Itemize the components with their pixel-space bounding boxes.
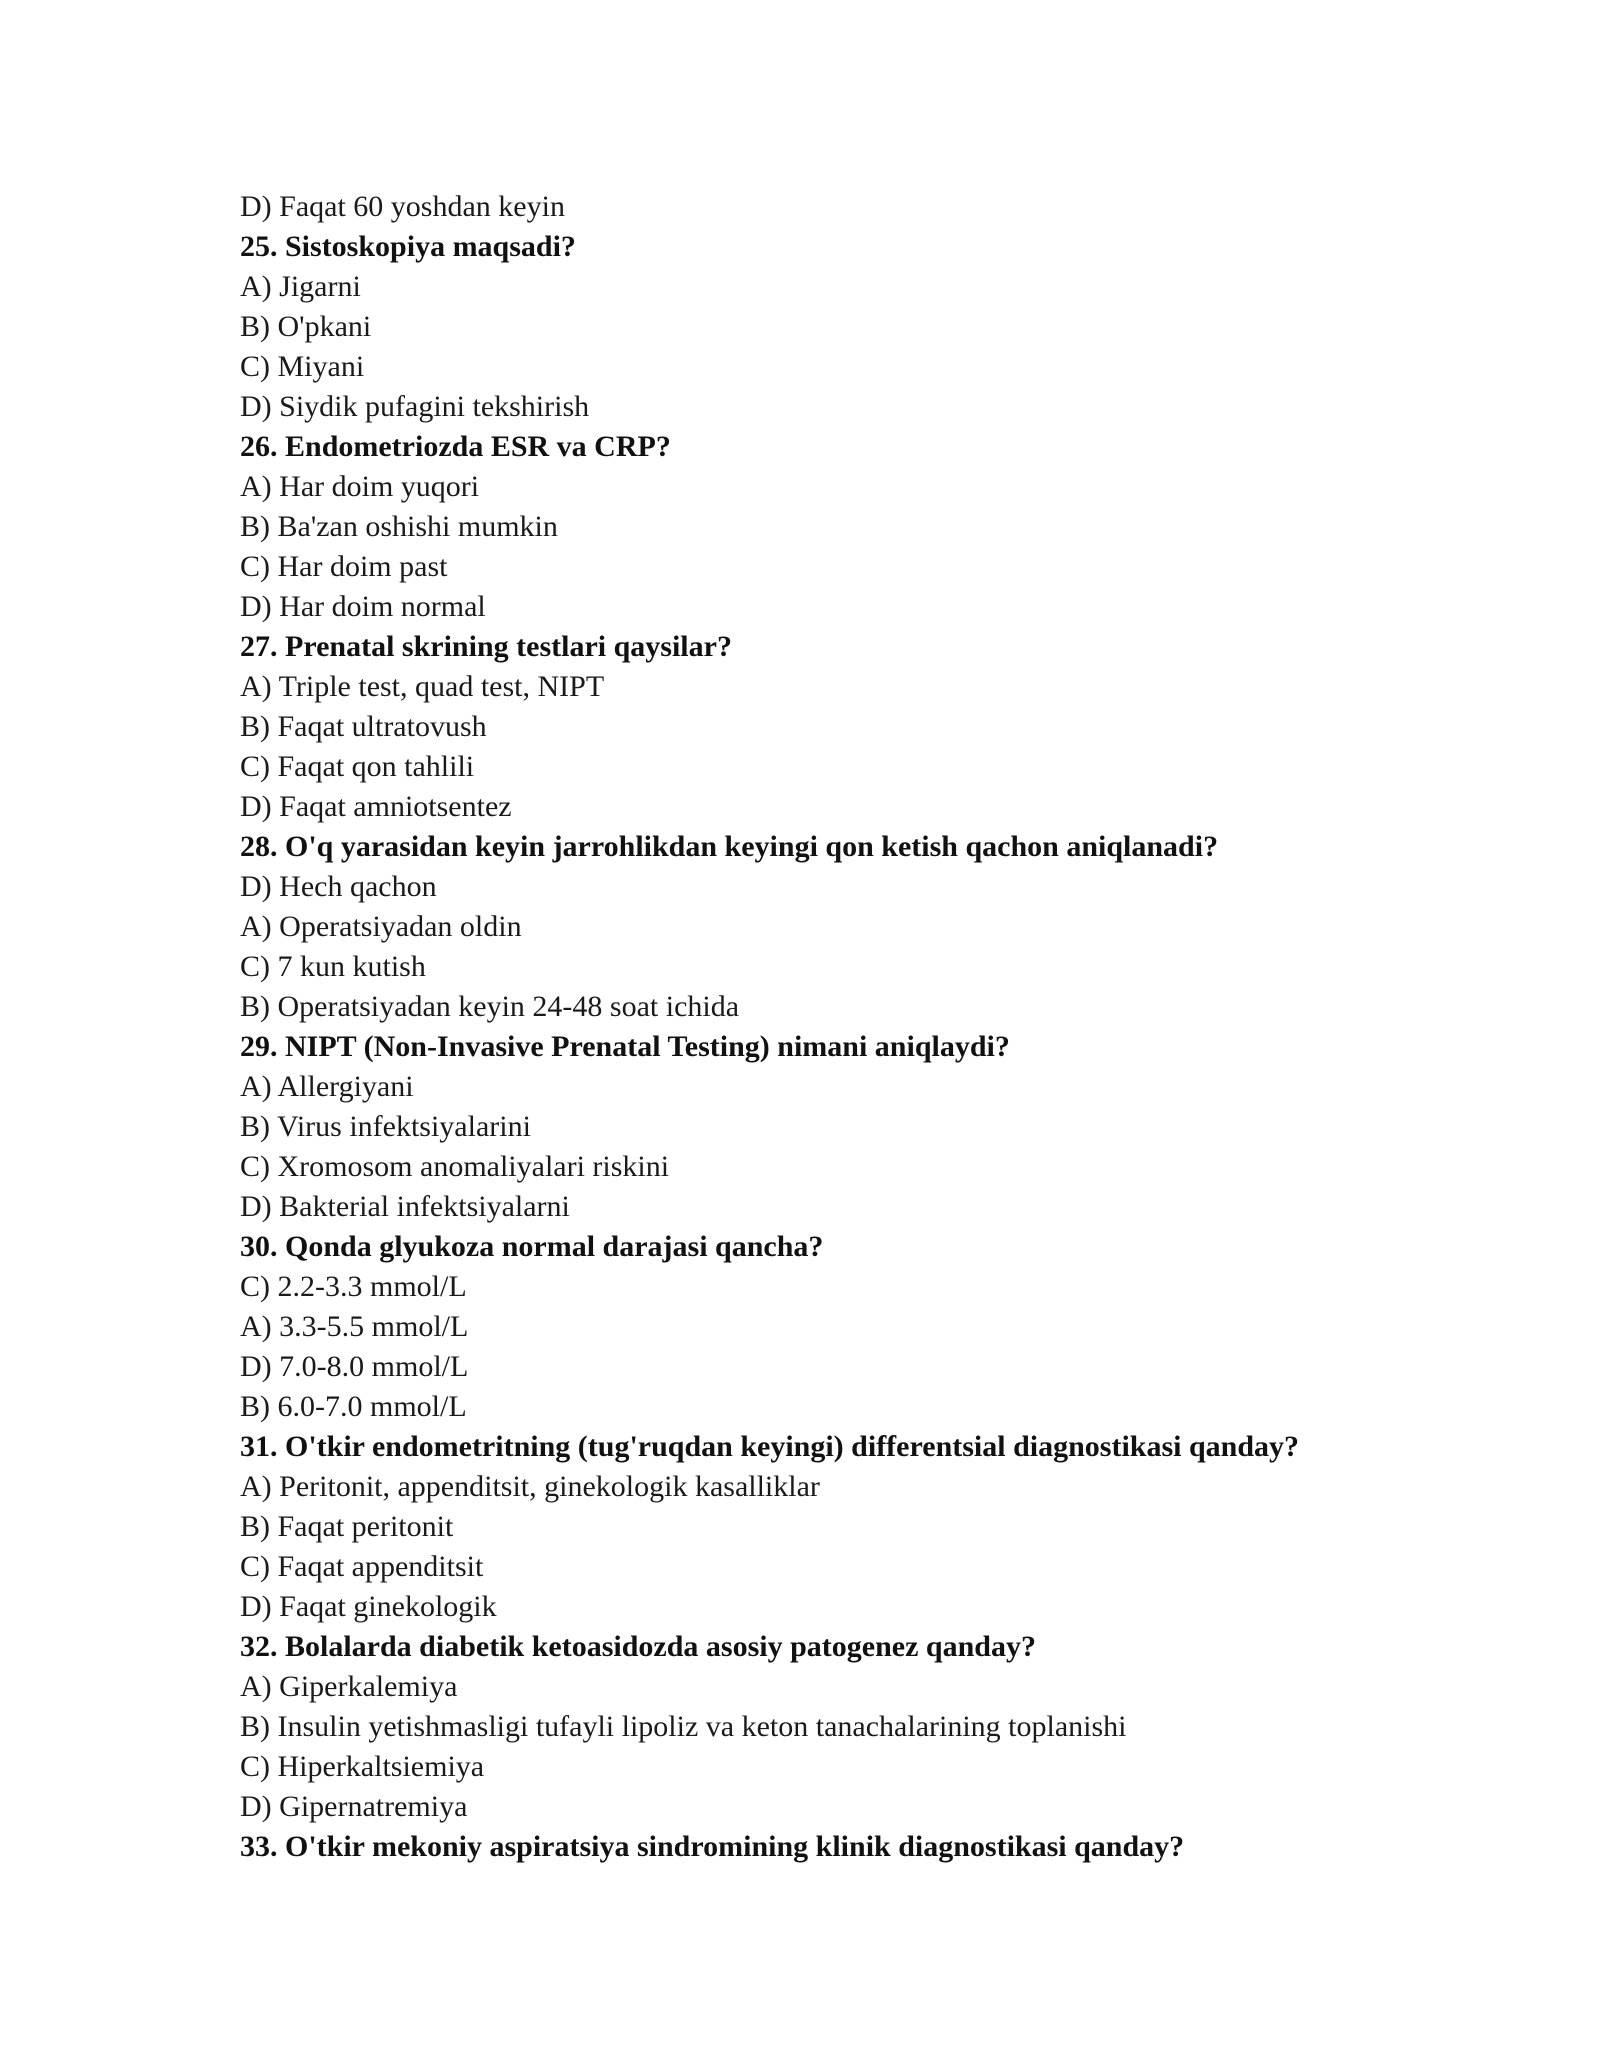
answer-option: D) Bakterial infektsiyalarni [240,1190,570,1223]
answer-option: B) Operatsiyadan keyin 24-48 soat ichida [240,990,740,1023]
answer-option: C) Hiperkaltsiemiya [240,1750,485,1783]
answer-option: C) Har doim past [240,550,448,583]
answer-option: C) Faqat qon tahlili [240,750,475,783]
answer-option: B) Insulin yetishmasligi tufayli lipoliz va keton tanachalarining toplanishi [240,1710,1127,1743]
question-text: 30. Qonda glyukoza normal darajasi qancha? [240,1230,824,1263]
answer-option: D) Faqat 60 yoshdan keyin [240,190,565,223]
answer-option: A) Operatsiyadan oldin [240,910,522,943]
answer-option: A) Allergiyani [240,1070,414,1103]
answer-option: A) Giperkalemiya [240,1670,458,1703]
answer-option: A) 3.3-5.5 mmol/L [240,1310,469,1343]
question-text: 28. O'q yarasidan keyin jarrohlikdan keyingi qon ketish qachon aniqlanadi? [240,830,1219,863]
answer-option: A) Peritonit, appenditsit, ginekologik kasalliklar [240,1470,820,1503]
answer-option: B) Virus infektsiyalarini [240,1110,531,1143]
answer-option: A) Har doim yuqori [240,470,480,503]
answer-option: B) 6.0-7.0 mmol/L [240,1390,467,1423]
answer-option: C) Faqat appenditsit [240,1550,484,1583]
answer-option: D) Har doim normal [240,590,486,623]
answer-option: B) Faqat peritonit [240,1510,454,1543]
answer-option: D) Faqat amniotsentez [240,790,512,823]
answer-option: A) Triple test, quad test, NIPT [240,670,605,703]
question-text: 32. Bolalarda diabetik ketoasidozda asosiy patogenez qanday? [240,1630,1036,1663]
answer-option: B) O'pkani [240,310,372,343]
answer-option: D) Gipernatremiya [240,1790,468,1823]
answer-option: D) 7.0-8.0 mmol/L [240,1350,469,1383]
answer-option: D) Faqat ginekologik [240,1590,497,1623]
answer-option: A) Jigarni [240,270,361,303]
question-text: 25. Sistoskopiya maqsadi? [240,230,576,263]
question-text: 33. O'tkir mekoniy aspiratsiya sindromining klinik diagnostikasi qanday? [240,1830,1185,1863]
answer-option: B) Ba'zan oshishi mumkin [240,510,558,543]
answer-option: D) Siydik pufagini tekshirish [240,390,590,423]
answer-option: C) Xromosom anomaliyalari riskini [240,1150,670,1183]
answer-option: D) Hech qachon [240,870,437,903]
question-text: 27. Prenatal skrining testlari qaysilar? [240,630,732,663]
answer-option: C) Miyani [240,350,365,383]
answer-option: B) Faqat ultratovush [240,710,487,743]
question-text: 29. NIPT (Non-Invasive Prenatal Testing) nimani aniqlaydi? [240,1030,1010,1063]
answer-option: C) 7 kun kutish [240,950,426,983]
quiz-content [240,187,1420,1867]
answer-option: C) 2.2-3.3 mmol/L [240,1270,467,1303]
question-text: 26. Endometriozda ESR va CRP? [240,430,671,463]
question-text: 31. O'tkir endometritning (tug'ruqdan keyingi) differentsial diagnostikasi qanday? [240,1430,1300,1463]
